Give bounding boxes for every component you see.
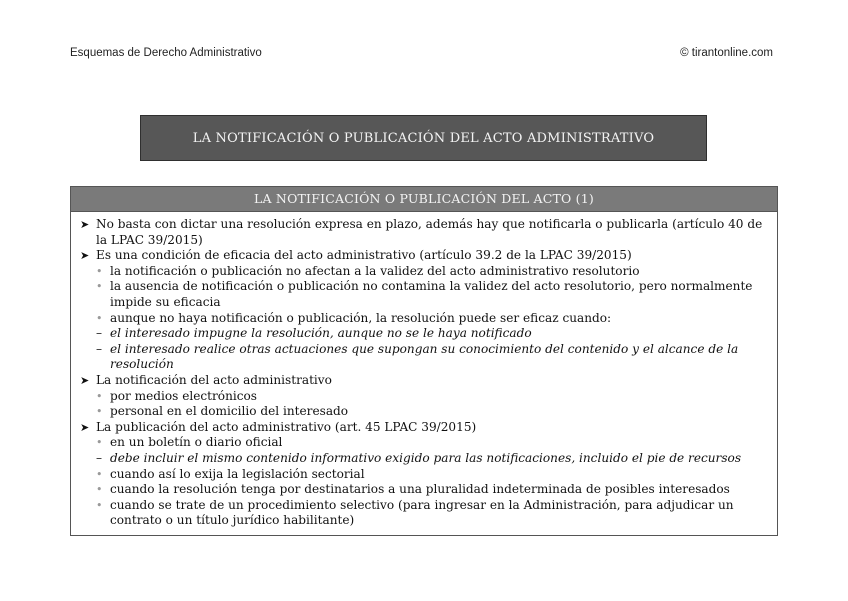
arrow-bullet-icon: ➤: [80, 249, 90, 263]
list-subsubitem-text: debe incluir el mismo contenido informativo exigido para las notificaciones, incluido el pie de recursos: [110, 450, 742, 465]
list-subsubitem-text: el interesado impugne la resolución, aunque no se le haya notificado: [110, 326, 532, 341]
dash-bullet-icon: –: [96, 326, 103, 341]
list-subitem: [96, 404, 768, 420]
dot-bullet-icon: •: [96, 467, 103, 481]
list-subitem-text: aunque no haya notificación o publicación, la resolución puede ser eficaz cuando:: [110, 310, 612, 325]
list-subsubitem: [96, 451, 768, 467]
list-subitem-text: la ausencia de notificación o publicación no contamina la validez del acto resolutorio, pero normalmente impide su eficacia: [110, 279, 753, 309]
dot-bullet-icon: •: [96, 405, 103, 419]
list-subitem-text: cuando así lo exija la legislación sectorial: [110, 466, 365, 481]
scheme-section: [70, 186, 778, 536]
dot-bullet-icon: •: [96, 311, 103, 325]
dot-bullet-icon: •: [96, 436, 103, 450]
list-subitem-text: la notificación o publicación no afectan a la validez del acto administrativo resolutorio: [110, 263, 640, 278]
list-subitem: [96, 435, 768, 451]
list-item: [80, 248, 768, 264]
list-subsubitem-text: el interesado realice otras actuaciones que supongan su conocimiento del contenido y el alcance de la resolución: [110, 341, 739, 372]
list-subsubitem: [96, 326, 768, 342]
running-header-title: Esquemas de Derecho Administrativo: [70, 47, 262, 59]
list-item: [80, 217, 768, 248]
arrow-bullet-icon: ➤: [80, 218, 90, 231]
list-item-text: La notificación del acto administrativo: [96, 372, 332, 387]
list-item: [80, 373, 768, 389]
list-subitem-text: cuando la resolución tenga por destinatarios a una pluralidad indeterminada de posibles interesados: [110, 482, 730, 497]
dot-bullet-icon: •: [96, 498, 103, 512]
section-heading: LA NOTIFICACIÓN O PUBLICACIÓN DEL ACTO (1): [71, 187, 777, 212]
list-subsubitem: [96, 342, 768, 373]
list-item: [80, 420, 768, 436]
dot-bullet-icon: •: [96, 264, 103, 278]
dash-bullet-icon: –: [96, 341, 103, 356]
list-item-text: Es una condición de eficacia del acto administrativo (artículo 39.2 de la LPAC 39/2015): [96, 248, 632, 263]
list-subitem: [96, 279, 768, 310]
list-subitem-text: cuando se trate de un procedimiento selectivo (para ingresar en la Administración, para adjudicar un contrato o un título jurídico habilitante): [110, 497, 734, 528]
list-subitem: [96, 311, 768, 327]
page-title: LA NOTIFICACIÓN O PUBLICACIÓN DEL ACTO ADMINISTRATIVO: [140, 115, 707, 161]
list-subitem-text: en un boletín o diario oficial: [110, 435, 283, 450]
arrow-bullet-icon: ➤: [80, 420, 90, 434]
dot-bullet-icon: •: [96, 280, 103, 294]
dot-bullet-icon: •: [96, 389, 103, 403]
list-subitem: [96, 482, 768, 498]
dash-bullet-icon: –: [96, 450, 103, 465]
list-item-text: La publicación del acto administrativo (art. 45 LPAC 39/2015): [96, 419, 477, 434]
list-subitem-text: por medios electrónicos: [110, 388, 258, 403]
list-subitem: [96, 264, 768, 280]
list-subitem-text: personal en el domicilio del interesado: [110, 404, 349, 419]
list-subitem: [96, 389, 768, 405]
arrow-bullet-icon: ➤: [80, 373, 90, 387]
dot-bullet-icon: •: [96, 483, 103, 497]
section-body: [71, 212, 777, 535]
list-subitem: [96, 498, 768, 529]
list-subitem: [96, 467, 768, 483]
running-header-copyright: © tirantonline.com: [680, 47, 773, 59]
list-item-text: No basta con dictar una resolución expresa en plazo, además hay que notificarla o publicarla (artículo 40 de la LPAC 39/2015): [96, 217, 763, 247]
